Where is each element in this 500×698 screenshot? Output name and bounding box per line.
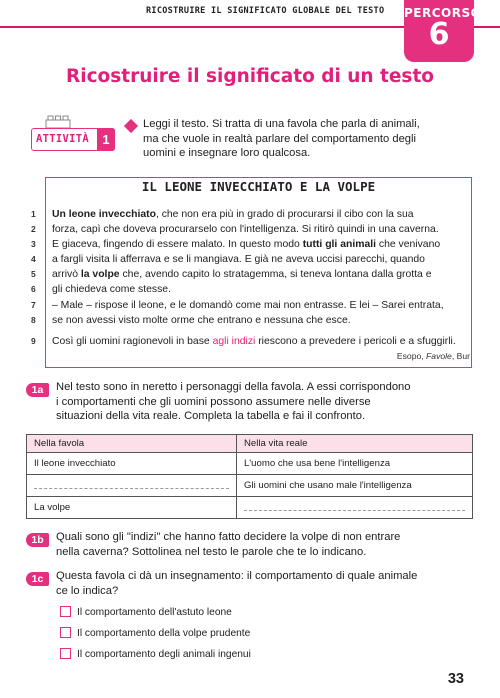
option-label: Il comportamento dell'astuto leone bbox=[77, 607, 232, 618]
table-header-favola: Nella favola bbox=[27, 435, 237, 453]
story-text-segment: gli chiedeva come stesse. bbox=[52, 284, 171, 295]
diamond-bullet-icon bbox=[124, 119, 138, 133]
question-1a-text bbox=[56, 380, 476, 424]
story-title: IL LEONE INVECCHIATO E LA VOLPE bbox=[141, 179, 376, 194]
source-title: Favole bbox=[426, 351, 452, 361]
table-cell: La volpe bbox=[27, 497, 237, 519]
option-leone[interactable] bbox=[60, 606, 232, 618]
story-text-segment: E giaceva, fingendo di essere malato. In questo modo bbox=[52, 239, 303, 250]
question-line: i comportamenti che gli uomini possono assumere nelle diverse bbox=[56, 395, 371, 408]
story-line bbox=[52, 238, 472, 251]
line-number: 8 bbox=[31, 315, 36, 325]
line-number: 1 bbox=[31, 209, 36, 219]
running-header: RICOSTRUIRE IL SIGNIFICATO GLOBALE DEL TESTO bbox=[146, 6, 385, 16]
question-line: Nel testo sono in neretto i personaggi della favola. A essi corrispondono bbox=[56, 381, 411, 393]
activity-number: 1 bbox=[97, 128, 115, 151]
story-line bbox=[52, 268, 472, 281]
question-badge-1b: 1b bbox=[26, 533, 49, 547]
story-text-segment: che venivano bbox=[376, 239, 441, 250]
question-line: Quali sono gli "indizi" che hanno fatto decidere la volpe di non entrare bbox=[56, 531, 401, 543]
activity-label: ATTIVITÀ bbox=[36, 133, 89, 145]
table-header-vita-reale: Nella vita reale bbox=[237, 435, 473, 453]
line-number: 7 bbox=[31, 300, 36, 310]
table-cell: Il leone invecchiato bbox=[27, 453, 237, 475]
instruction-line: ma che vuole in realtà parlare del comportamento degli bbox=[143, 132, 417, 145]
lego-brick-icon bbox=[45, 115, 71, 129]
story-line bbox=[52, 253, 472, 266]
story-text-segment: riescono a prevedere i pericoli e a sfuggirli. bbox=[255, 336, 456, 347]
story-text-segment: se non avessi visto molte orme che entrano e nessuna che esce. bbox=[52, 315, 351, 326]
answer-blank[interactable] bbox=[237, 497, 473, 519]
story-text-segment: arrivò bbox=[52, 269, 81, 280]
question-badge-1a: 1a bbox=[26, 383, 49, 397]
instruction-line: uomini e insegnare loro qualcosa. bbox=[143, 147, 311, 159]
table-row bbox=[27, 453, 473, 475]
story-source bbox=[397, 351, 470, 361]
story-line bbox=[52, 223, 472, 236]
answer-blank[interactable] bbox=[27, 475, 237, 497]
dotted-line bbox=[244, 510, 465, 511]
line-number: 5 bbox=[31, 269, 36, 279]
percorso-label: PERCORSO bbox=[404, 6, 482, 20]
line-number: 3 bbox=[31, 239, 36, 249]
character-name: la volpe bbox=[80, 269, 120, 280]
page-number: 33 bbox=[447, 671, 464, 687]
option-label: Il comportamento degli animali ingenui bbox=[77, 649, 251, 660]
checkbox[interactable] bbox=[60, 627, 71, 638]
checkbox[interactable] bbox=[60, 606, 71, 617]
story-line bbox=[52, 299, 472, 312]
question-1c-text bbox=[56, 569, 476, 598]
activity-instructions bbox=[143, 117, 473, 161]
story-text-segment: forza, capì che doveva procurarselo con l'intelligenza. Si ritirò quindi in una caverna. bbox=[52, 224, 439, 235]
option-label: Il comportamento della volpe prudente bbox=[77, 628, 251, 639]
story-text-segment: , che non era più in grado di procurarsi il cibo con la sua bbox=[155, 209, 414, 220]
story-line bbox=[52, 208, 472, 221]
character-name: Un leone invecchiato bbox=[52, 209, 156, 220]
highlighted-text: agli indizi bbox=[212, 336, 256, 347]
character-name: tutti gli animali bbox=[302, 239, 377, 250]
story-line bbox=[52, 335, 472, 348]
percorso-number: 6 bbox=[428, 17, 450, 52]
source-author: Esopo, bbox=[396, 351, 427, 361]
checkbox[interactable] bbox=[60, 648, 71, 659]
story-line bbox=[52, 314, 472, 327]
story-text-segment: che, avendo capito lo stratagemma, si teneva lontana dalla grotta e bbox=[119, 269, 432, 280]
option-volpe[interactable] bbox=[60, 627, 250, 639]
question-line: ce lo indica? bbox=[56, 584, 119, 597]
question-line: nella caverna? Sottolinea nel testo le parole che te lo indicano. bbox=[56, 545, 367, 558]
line-number: 2 bbox=[31, 224, 36, 234]
instruction-line: Leggi il testo. Si tratta di una favola che parla di animali, bbox=[143, 118, 420, 130]
story-text-segment: a fargli visita li afferrava e se li mangiava. E già ne aveva uccisi parecchi, quando bbox=[52, 254, 425, 265]
question-badge-1c: 1c bbox=[26, 572, 49, 586]
activity-badge bbox=[31, 128, 115, 151]
page-title: Ricostruire il significato di un testo bbox=[65, 66, 434, 87]
table-row bbox=[27, 497, 473, 519]
line-number: 6 bbox=[31, 284, 36, 294]
table-cell: Gli uomini che usano male l'intelligenza bbox=[237, 475, 473, 497]
question-1b-text bbox=[56, 530, 476, 559]
question-line: situazioni della vita reale. Completa la tabella e fai il confronto. bbox=[56, 410, 366, 422]
table-cell: L'uomo che usa bene l'intelligenza bbox=[237, 453, 473, 475]
story-line bbox=[52, 283, 472, 296]
story-text-segment: Così gli uomini ragionevoli in base bbox=[52, 336, 213, 347]
dotted-line bbox=[34, 488, 229, 489]
line-number: 9 bbox=[31, 336, 36, 346]
option-animali[interactable] bbox=[60, 648, 251, 660]
source-publisher: , Bur bbox=[451, 351, 470, 361]
table-row bbox=[27, 475, 473, 497]
percorso-tab bbox=[404, 0, 482, 62]
line-number: 4 bbox=[31, 254, 36, 264]
question-line: Questa favola ci dà un insegnamento: il comportamento di quale animale bbox=[56, 570, 418, 582]
comparison-table bbox=[26, 434, 473, 519]
story-text-segment: – Male – rispose il leone, e le domandò come mai non entrasse. E lei – Sarei entrata, bbox=[52, 300, 444, 311]
